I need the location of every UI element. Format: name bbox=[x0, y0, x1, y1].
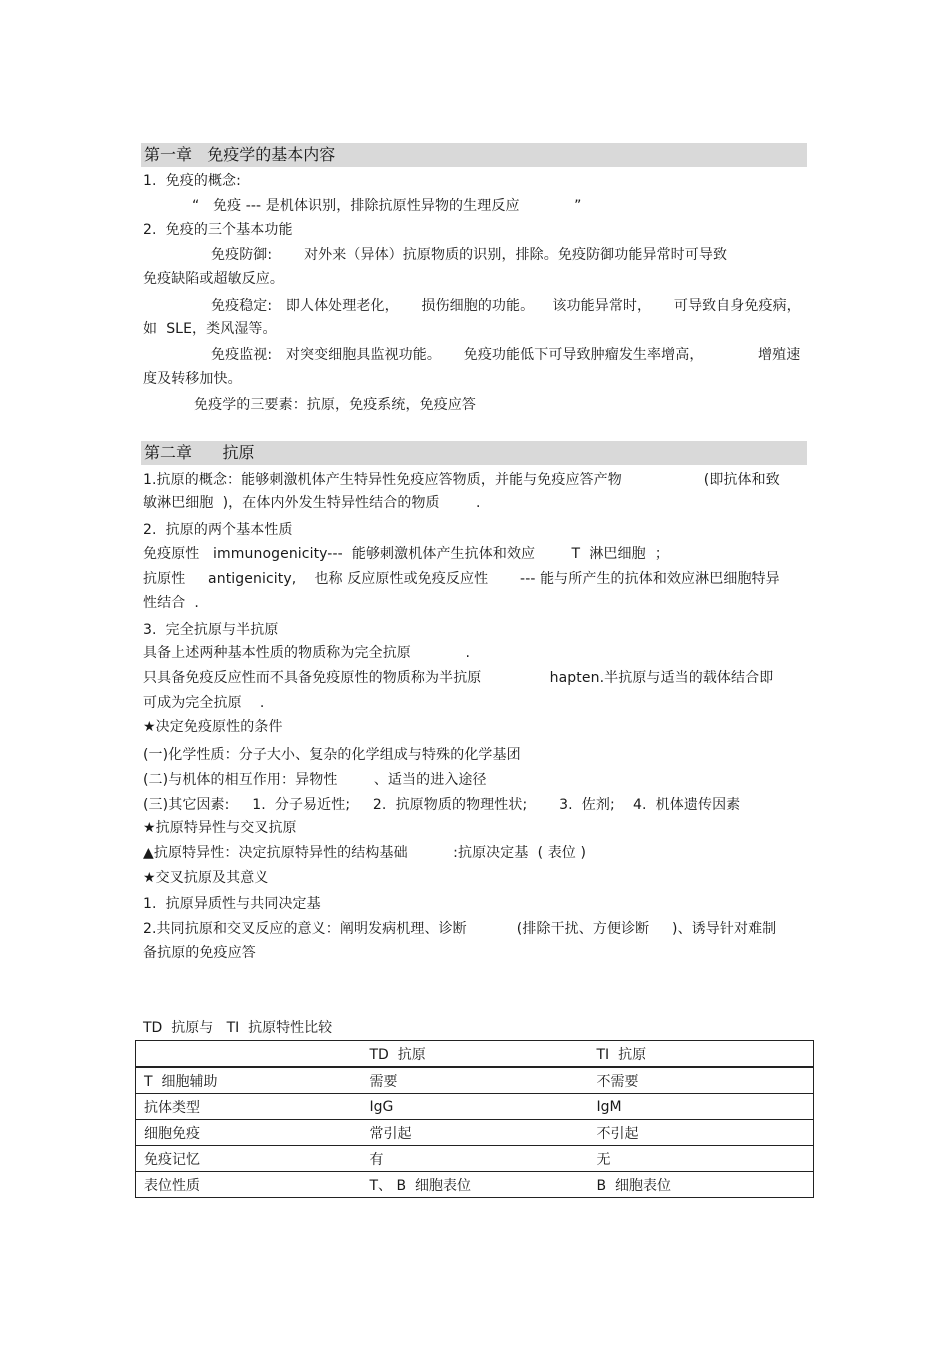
ch2-line: 2.共同抗原和交叉反应的意义：阐明发病机理、诊断 (排除干扰、方便诊断 )、诱导针对难制 bbox=[143, 921, 777, 937]
table-cell: T、 B 细胞表位 bbox=[362, 1172, 589, 1198]
ch2-line: 具备上述两种基本性质的物质称为完全抗原 . bbox=[143, 645, 471, 661]
table-row bbox=[136, 1094, 814, 1120]
ch2-line: ★抗原特异性与交叉抗原 bbox=[143, 820, 297, 836]
table-cell: 需要 bbox=[362, 1067, 589, 1094]
ch2-line: 抗原性 antigenicity, 也称 反应原性或免疫反应性 --- 能与所产生的抗体和效应淋巴细胞特异 bbox=[143, 571, 780, 587]
ch2-line: (一)化学性质：分子大小、复杂的化学组成与特殊的化学基团 bbox=[143, 747, 521, 763]
ch2-line: 3. 完全抗原与半抗原 bbox=[143, 622, 279, 638]
ch2-line: 1.抗原的概念：能够刺激机体产生特异性免疫应答物质，并能与免疫应答产物 (即抗体和致 bbox=[143, 472, 780, 488]
table-header-row bbox=[136, 1041, 814, 1068]
table-row bbox=[136, 1067, 814, 1094]
table-cell: T 细胞辅助 bbox=[136, 1067, 362, 1094]
ch1-line: 免疫学的三要素：抗原，免疫系统，免疫应答 bbox=[194, 397, 476, 413]
chapter1-heading: 第一章 免疫学的基本内容 bbox=[144, 145, 336, 164]
ch2-line: 可成为完全抗原 . bbox=[143, 695, 265, 711]
td-ti-comparison-table bbox=[135, 1040, 814, 1198]
ch2-line: 备抗原的免疫应答 bbox=[143, 945, 256, 961]
ch1-line: 1. 免疫的概念: bbox=[143, 173, 241, 189]
ch2-line: ▲抗原特异性：决定抗原特异性的结构基础 :抗原决定基 ( 表位 ) bbox=[143, 845, 587, 861]
ch1-line: 如 SLE，类风湿等。 bbox=[143, 321, 277, 337]
table-row bbox=[136, 1146, 814, 1172]
table-cell: 抗体类型 bbox=[136, 1094, 362, 1120]
ch2-line: 只具备免疫反应性而不具备免疫原性的物质称为半抗原 hapten.半抗原与适当的载体结合即 bbox=[143, 670, 774, 686]
table-cell: 不引起 bbox=[589, 1120, 814, 1146]
ch2-line: (三)其它因素: 1. 分子易近性; 2. 抗原物质的物理性状; 3. 佐剂; 4. 机体遗传因素 bbox=[143, 797, 741, 813]
table-header-cell: TI 抗原 bbox=[589, 1041, 814, 1068]
chapter1-heading-bar bbox=[141, 143, 807, 167]
ch2-line: ★交叉抗原及其意义 bbox=[143, 870, 269, 886]
ch2-line: ★决定免疫原性的条件 bbox=[143, 719, 283, 735]
table-cell: 常引起 bbox=[362, 1120, 589, 1146]
table-cell: IgM bbox=[589, 1094, 814, 1120]
ch1-line: 免疫稳定: 即人体处理老化， 损伤细胞的功能。 该功能异常时， 可导致自身免疫病， bbox=[211, 298, 801, 314]
ch2-line: 1. 抗原异质性与共同决定基 bbox=[143, 896, 321, 912]
ch2-line: (二)与机体的相互作用：异物性 、适当的进入途径 bbox=[143, 772, 487, 788]
chapter2-heading-bar bbox=[141, 441, 807, 465]
ch2-line: 免疫原性 immunogenicity--- 能够刺激机体产生抗体和效应 T 淋巴细胞 ； bbox=[143, 546, 669, 562]
table-row bbox=[136, 1120, 814, 1146]
ch1-line: 免疫监视: 对突变细胞具监视功能。 免疫功能低下可导致肿瘤发生率增高， 增殖速 bbox=[211, 347, 801, 363]
table-row bbox=[136, 1172, 814, 1198]
table-cell: 有 bbox=[362, 1146, 589, 1172]
table-cell: 细胞免疫 bbox=[136, 1120, 362, 1146]
table-cell: 免疫记忆 bbox=[136, 1146, 362, 1172]
chapter2-heading: 第二章 抗原 bbox=[144, 443, 255, 462]
table-title: TD 抗原与 TI 抗原特性比较 bbox=[143, 1020, 333, 1036]
table-cell: 不需要 bbox=[589, 1067, 814, 1094]
table-header-cell bbox=[136, 1041, 362, 1068]
ch1-line: “ 免疫 --- 是机体识别，排除抗原性异物的生理反应 ” bbox=[192, 198, 582, 214]
ch1-line: 免疫防御: 对外来（异体）抗原物质的识别，排除。免疫防御功能异常时可导致 bbox=[211, 247, 728, 263]
ch1-line: 免疫缺陷或超敏反应。 bbox=[143, 271, 284, 287]
table-header-cell: TD 抗原 bbox=[362, 1041, 589, 1068]
ch2-line: 性结合 . bbox=[143, 595, 199, 611]
ch1-line: 2. 免疫的三个基本功能 bbox=[143, 222, 293, 238]
ch2-line: 敏淋巴细胞 )，在体内外发生特异性结合的物质 . bbox=[143, 495, 481, 511]
ch2-line: 2. 抗原的两个基本性质 bbox=[143, 522, 293, 538]
table-cell: 无 bbox=[589, 1146, 814, 1172]
table-cell: 表位性质 bbox=[136, 1172, 362, 1198]
table-cell: B 细胞表位 bbox=[589, 1172, 814, 1198]
ch1-line: 度及转移加快。 bbox=[143, 371, 242, 387]
table-cell: IgG bbox=[362, 1094, 589, 1120]
